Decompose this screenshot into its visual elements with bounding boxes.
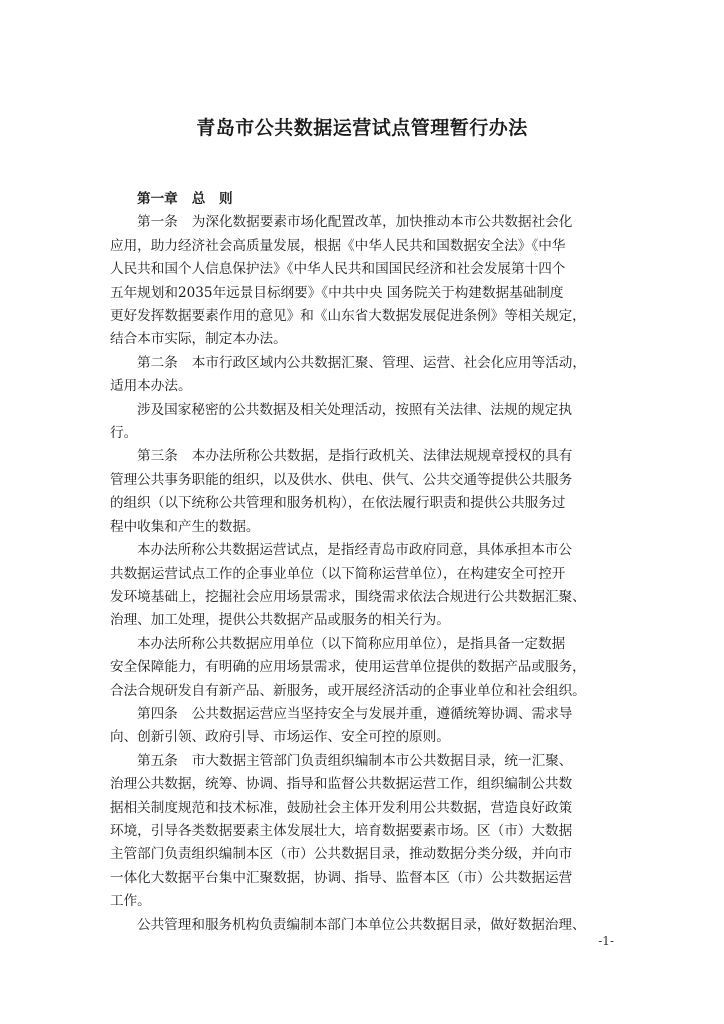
paragraph-line: [110, 211, 622, 234]
chapter-heading: [110, 188, 622, 211]
paragraph-text: 的组织（以下统称公共管理和服务机构），在依法履行职责和提供公共服务过: [110, 495, 566, 512]
paragraph-text: 向、创新引领、政府引导、市场运作、安全可控的原则。: [110, 729, 450, 746]
paragraph-line: [110, 445, 622, 468]
paragraph-line: [110, 352, 622, 375]
paragraph-line: [110, 539, 622, 562]
article-label: 第三条: [137, 448, 178, 465]
paragraph-line: [110, 750, 622, 773]
page-number: -1-: [598, 934, 614, 948]
paragraph-text: 市大数据主管部门负责组织编制本市公共数据目录，统一汇聚、: [191, 752, 573, 769]
paragraph-line: [110, 726, 622, 749]
paragraph-text: 公共管理和服务机构负责编制本部门本单位公共数据目录，做好数据治理、: [137, 916, 586, 933]
paragraph-text: 环境，引导各类数据要素主体发展壮大，培育数据要素市场。区（市）大数据: [110, 822, 573, 839]
paragraph-line: [110, 656, 622, 679]
paragraph-line: [110, 820, 622, 843]
paragraph-text: 据相关制度规范和技术标准，鼓励社会主体开发利用公共数据，营造良好政策: [110, 799, 573, 816]
document-body: [110, 188, 622, 937]
article-label: 第四条: [137, 705, 178, 722]
paragraph-line: [110, 305, 622, 328]
paragraph-line: [110, 633, 622, 656]
paragraph-line: [110, 282, 622, 305]
chapter-name: 总 则: [191, 191, 233, 207]
paragraph-text: 行。: [110, 425, 138, 442]
paragraph-line: [110, 773, 622, 796]
paragraph-text: 为深化数据要素市场化配置改革，加快推动本市公共数据社会化: [191, 214, 573, 231]
paragraph-line: [110, 586, 622, 609]
chapter-number: 第一章: [137, 191, 178, 207]
paragraph-line: [110, 890, 622, 913]
article-label: 第五条: [137, 752, 178, 769]
paragraph-text: 本办法所称公共数据应用单位（以下简称应用单位），是指具备一定数据: [137, 635, 566, 652]
paragraph-text: 程中收集和产生的数据。: [110, 518, 260, 535]
document-title: 青岛市公共数据运营试点管理暂行办法: [196, 117, 528, 139]
paragraph-text: 更好发挥数据要素作用的意见》和《山东省大数据发展促进条例》等相关规定，: [110, 308, 586, 325]
paragraph-text: 治理、加工处理，提供公共数据产品或服务的相关行为。: [110, 612, 450, 629]
paragraph-text: 管理公共事务职能的组织，以及供水、供电、供气、公共交通等提供公共服务: [110, 471, 573, 488]
paragraph-text: 结合本市实际，制定本办法。: [110, 331, 287, 348]
article-label: 第二条: [137, 354, 178, 371]
paragraph-text: 涉及国家秘密的公共数据及相关处理活动，按照有关法律、法规的规定执: [137, 401, 572, 418]
paragraph-line: [110, 375, 622, 398]
paragraph-line: [110, 492, 622, 515]
paragraph-line: [110, 563, 622, 586]
paragraph-line: [110, 914, 622, 937]
paragraph-line: [110, 843, 622, 866]
paragraph-text: 共数据运营试点工作的企事业单位（以下简称运营单位），在构建安全可控开: [110, 565, 566, 582]
paragraph-line: [110, 516, 622, 539]
paragraph-line: [110, 399, 622, 422]
paragraph-line: [110, 422, 622, 445]
paragraph-text: 本办法所称公共数据，是指行政机关、法律法规规章授权的具有: [191, 448, 573, 465]
paragraph-text: 适用本办法。: [110, 378, 192, 395]
paragraph-text: 工作。: [110, 893, 151, 910]
article-label: 第一条: [137, 214, 178, 231]
paragraph-line: [110, 867, 622, 890]
paragraph-line: [110, 703, 622, 726]
paragraph-text: 人民共和国个人信息保护法》《中华人民共和国国民经济和社会发展第十四个: [110, 261, 566, 278]
paragraph-text: 治理公共数据，统筹、协调、指导和监督公共数据运营工作，组织编制公共数: [110, 776, 573, 793]
paragraph-line: [110, 797, 622, 820]
paragraph-text: 发环境基础上，挖掘社会应用场景需求，围绕需求依法合规进行公共数据汇聚、: [110, 588, 586, 605]
paragraph-text: 一体化大数据平台集中汇聚数据，协调、指导、监督本区（市）公共数据运营: [110, 869, 573, 886]
paragraph-line: [110, 469, 622, 492]
paragraph-text: 本办法所称公共数据运营试点，是指经青岛市政府同意，具体承担本市公: [137, 542, 572, 559]
paragraph-line: [110, 328, 622, 351]
paragraph-text: 公共数据运营应当坚持安全与发展并重，遵循统筹协调、需求导: [191, 705, 573, 722]
paragraph-text: 五年规划和2035年远景目标纲要》《中共中央 国务院关于构建数据基础制度: [110, 284, 564, 301]
paragraph-line: [110, 680, 622, 703]
paragraph-text: 应用，助力经济社会高质量发展，根据《中华人民共和国数据安全法》《中华: [110, 237, 566, 254]
paragraph-line: [110, 609, 622, 632]
paragraph-text: 主管部门负责组织编制本区（市）公共数据目录，推动数据分类分级，并向市: [110, 846, 573, 863]
paragraph-line: [110, 258, 622, 281]
paragraph-text: 合法合规研发自有新产品、新服务，或开展经济活动的企事业单位和社会组织。: [110, 682, 586, 699]
paragraph-line: [110, 235, 622, 258]
paragraph-text: 本市行政区域内公共数据汇聚、管理、运营、社会化应用等活动，: [191, 354, 586, 371]
paragraph-text: 安全保障能力，有明确的应用场景需求，使用运营单位提供的数据产品或服务，: [110, 659, 586, 676]
